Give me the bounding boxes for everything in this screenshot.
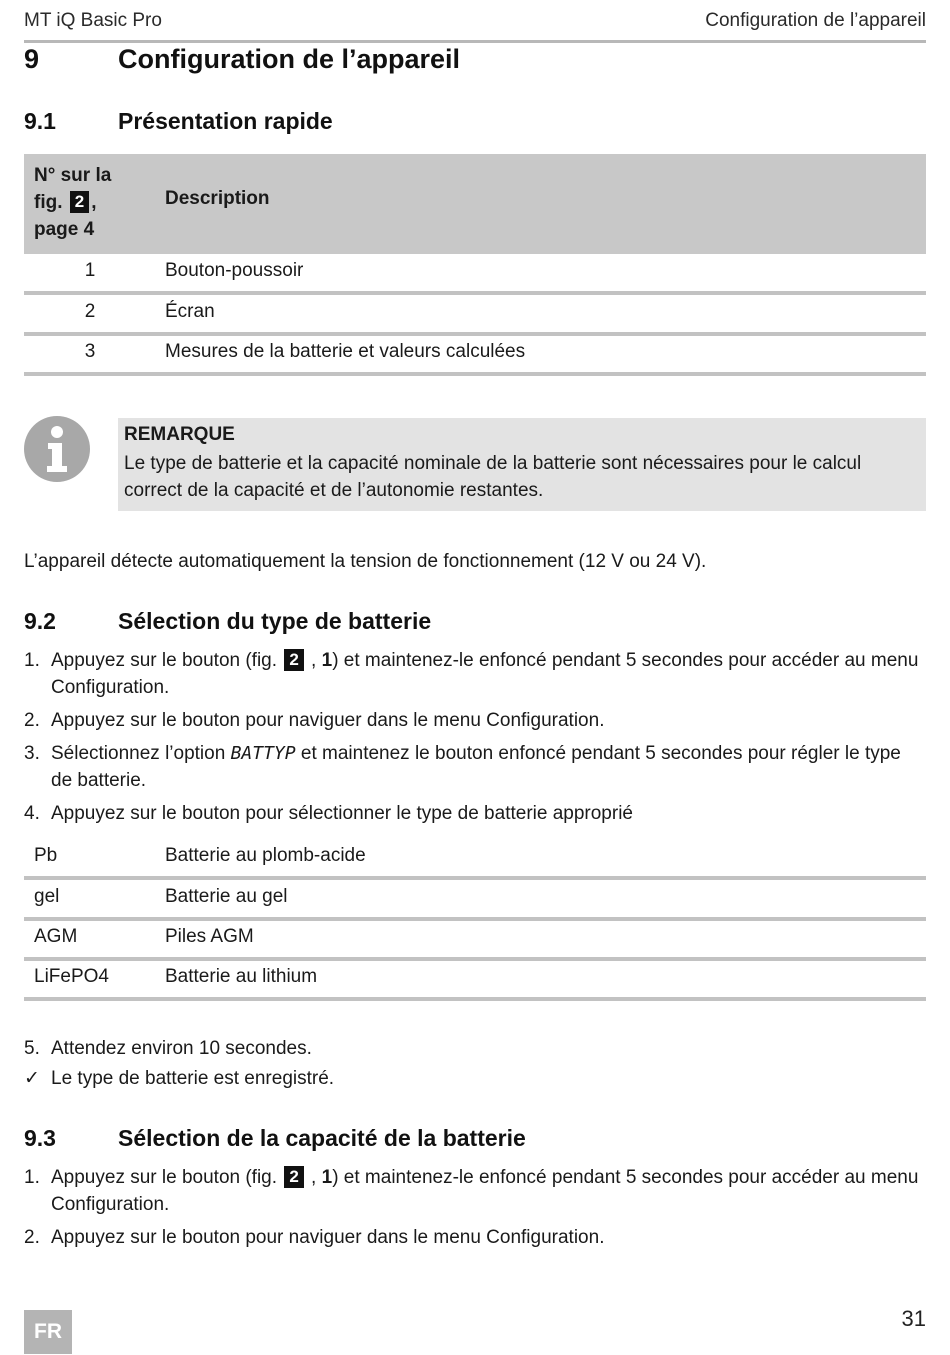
running-header [24,8,926,43]
row-description: Mesures de la batterie et valeurs calculées [165,341,526,362]
step-number: 3. [24,743,40,764]
step-text-part: ) et maintenez-le enfoncé pendant 5 secondes pour accéder au menu Configuration. [51,1167,919,1215]
table-row [24,920,926,961]
column-header-description: Description [165,188,270,209]
item-number: 1 [321,650,333,671]
battery-type-code: Pb [34,845,58,866]
table-row [24,295,926,336]
lcd-option-label: BATTYP [230,743,296,764]
language-badge: FR [24,1310,72,1354]
step-number: 2. [24,710,40,731]
battery-type-description: Batterie au gel [165,886,288,907]
row-number: 1 [84,260,96,281]
header-product-name: MT iQ Basic Pro [24,10,162,31]
step-text: Appuyez sur le bouton pour sélectionner le type de batterie approprié [51,803,633,824]
figure-badge: 2 [284,649,303,671]
info-icon [24,416,90,482]
section-9-3-heading [24,1125,926,1155]
row-description: Écran [165,301,215,322]
table-row [24,335,926,376]
row-number: 2 [84,301,96,322]
step-text-part: ) et maintenez-le enfoncé pendant 5 secondes pour accéder au menu Configuration. [51,650,919,698]
step-number: 1. [24,650,40,671]
step-number: 5. [24,1038,40,1059]
column-header-line: fig. [34,192,63,213]
page-number: 31 [901,1306,926,1331]
step-text-part: , [305,650,322,671]
result-text: Le type de batterie est enregistré. [51,1068,335,1089]
battery-type-code: LiFePO4 [34,966,109,987]
step-text [51,1164,926,1218]
step-text: Appuyez sur le bouton pour naviguer dans le menu Configuration. [51,1227,605,1248]
figure-badge: 2 [284,1166,303,1188]
section-title: Sélection du type de batterie [118,608,432,634]
section-number: 9 [24,44,40,74]
battery-type-description: Batterie au lithium [165,966,318,987]
column-header-number [34,162,144,243]
section-9-1-heading [24,108,926,138]
step-text-part: , [305,1167,322,1188]
step-text-part: Appuyez sur le bouton (fig. [51,1167,283,1188]
checkmark-icon: ✓ [24,1068,40,1089]
battery-type-description: Piles AGM [165,926,254,947]
step-text-part: Appuyez sur le bouton (fig. [51,650,283,671]
section-number: 9.1 [24,108,56,134]
step-number: 1. [24,1167,40,1188]
figure-badge: 2 [70,191,89,213]
section-title: Configuration de l’appareil [118,44,461,74]
row-number: 3 [84,341,96,362]
column-header-line: page 4 [34,219,95,240]
section-title: Présentation rapide [118,108,333,134]
section-title: Sélection de la capacité de la batterie [118,1125,526,1151]
battery-type-code: AGM [34,926,78,947]
item-number: 1 [321,1167,333,1188]
section-9-heading [24,44,926,78]
manual-page [24,0,926,1355]
battery-type-description: Batterie au plomb-acide [165,845,366,866]
overview-table-header [24,154,926,254]
note-title: REMARQUE [124,424,235,445]
section-9-2-heading [24,608,926,638]
section-number: 9.2 [24,608,56,634]
auto-detect-paragraph: L’appareil détecte automatiquement la tension de fonctionnement (12 V ou 24 V). [24,551,707,572]
table-row [24,839,926,880]
note-text: Le type de batterie et la capacité nominale de la batterie sont nécessaires pour le calcul correct de la capacité et de l’autonomie restantes. [124,453,862,501]
step-number: 2. [24,1227,40,1248]
header-chapter-title: Configuration de l’appareil [705,10,926,31]
step-text [51,647,926,701]
column-header-comma: , [91,192,97,213]
table-row [24,880,926,921]
step-text: Appuyez sur le bouton pour naviguer dans le menu Configuration. [51,710,605,731]
step-number: 4. [24,803,40,824]
step-text-part: Sélectionnez l’option [51,743,231,764]
table-row [24,254,926,295]
table-row [24,960,926,1001]
step-text: Attendez environ 10 secondes. [51,1038,312,1059]
step-text-part: et maintenez le bouton enfoncé pendant 5 secondes pour régler le type de batterie. [51,743,901,791]
battery-type-code: gel [34,886,60,907]
step-text [51,740,926,794]
column-header-line: N° sur la [34,165,112,186]
section-number: 9.3 [24,1125,56,1151]
note-box [118,418,926,511]
row-description: Bouton-poussoir [165,260,304,281]
